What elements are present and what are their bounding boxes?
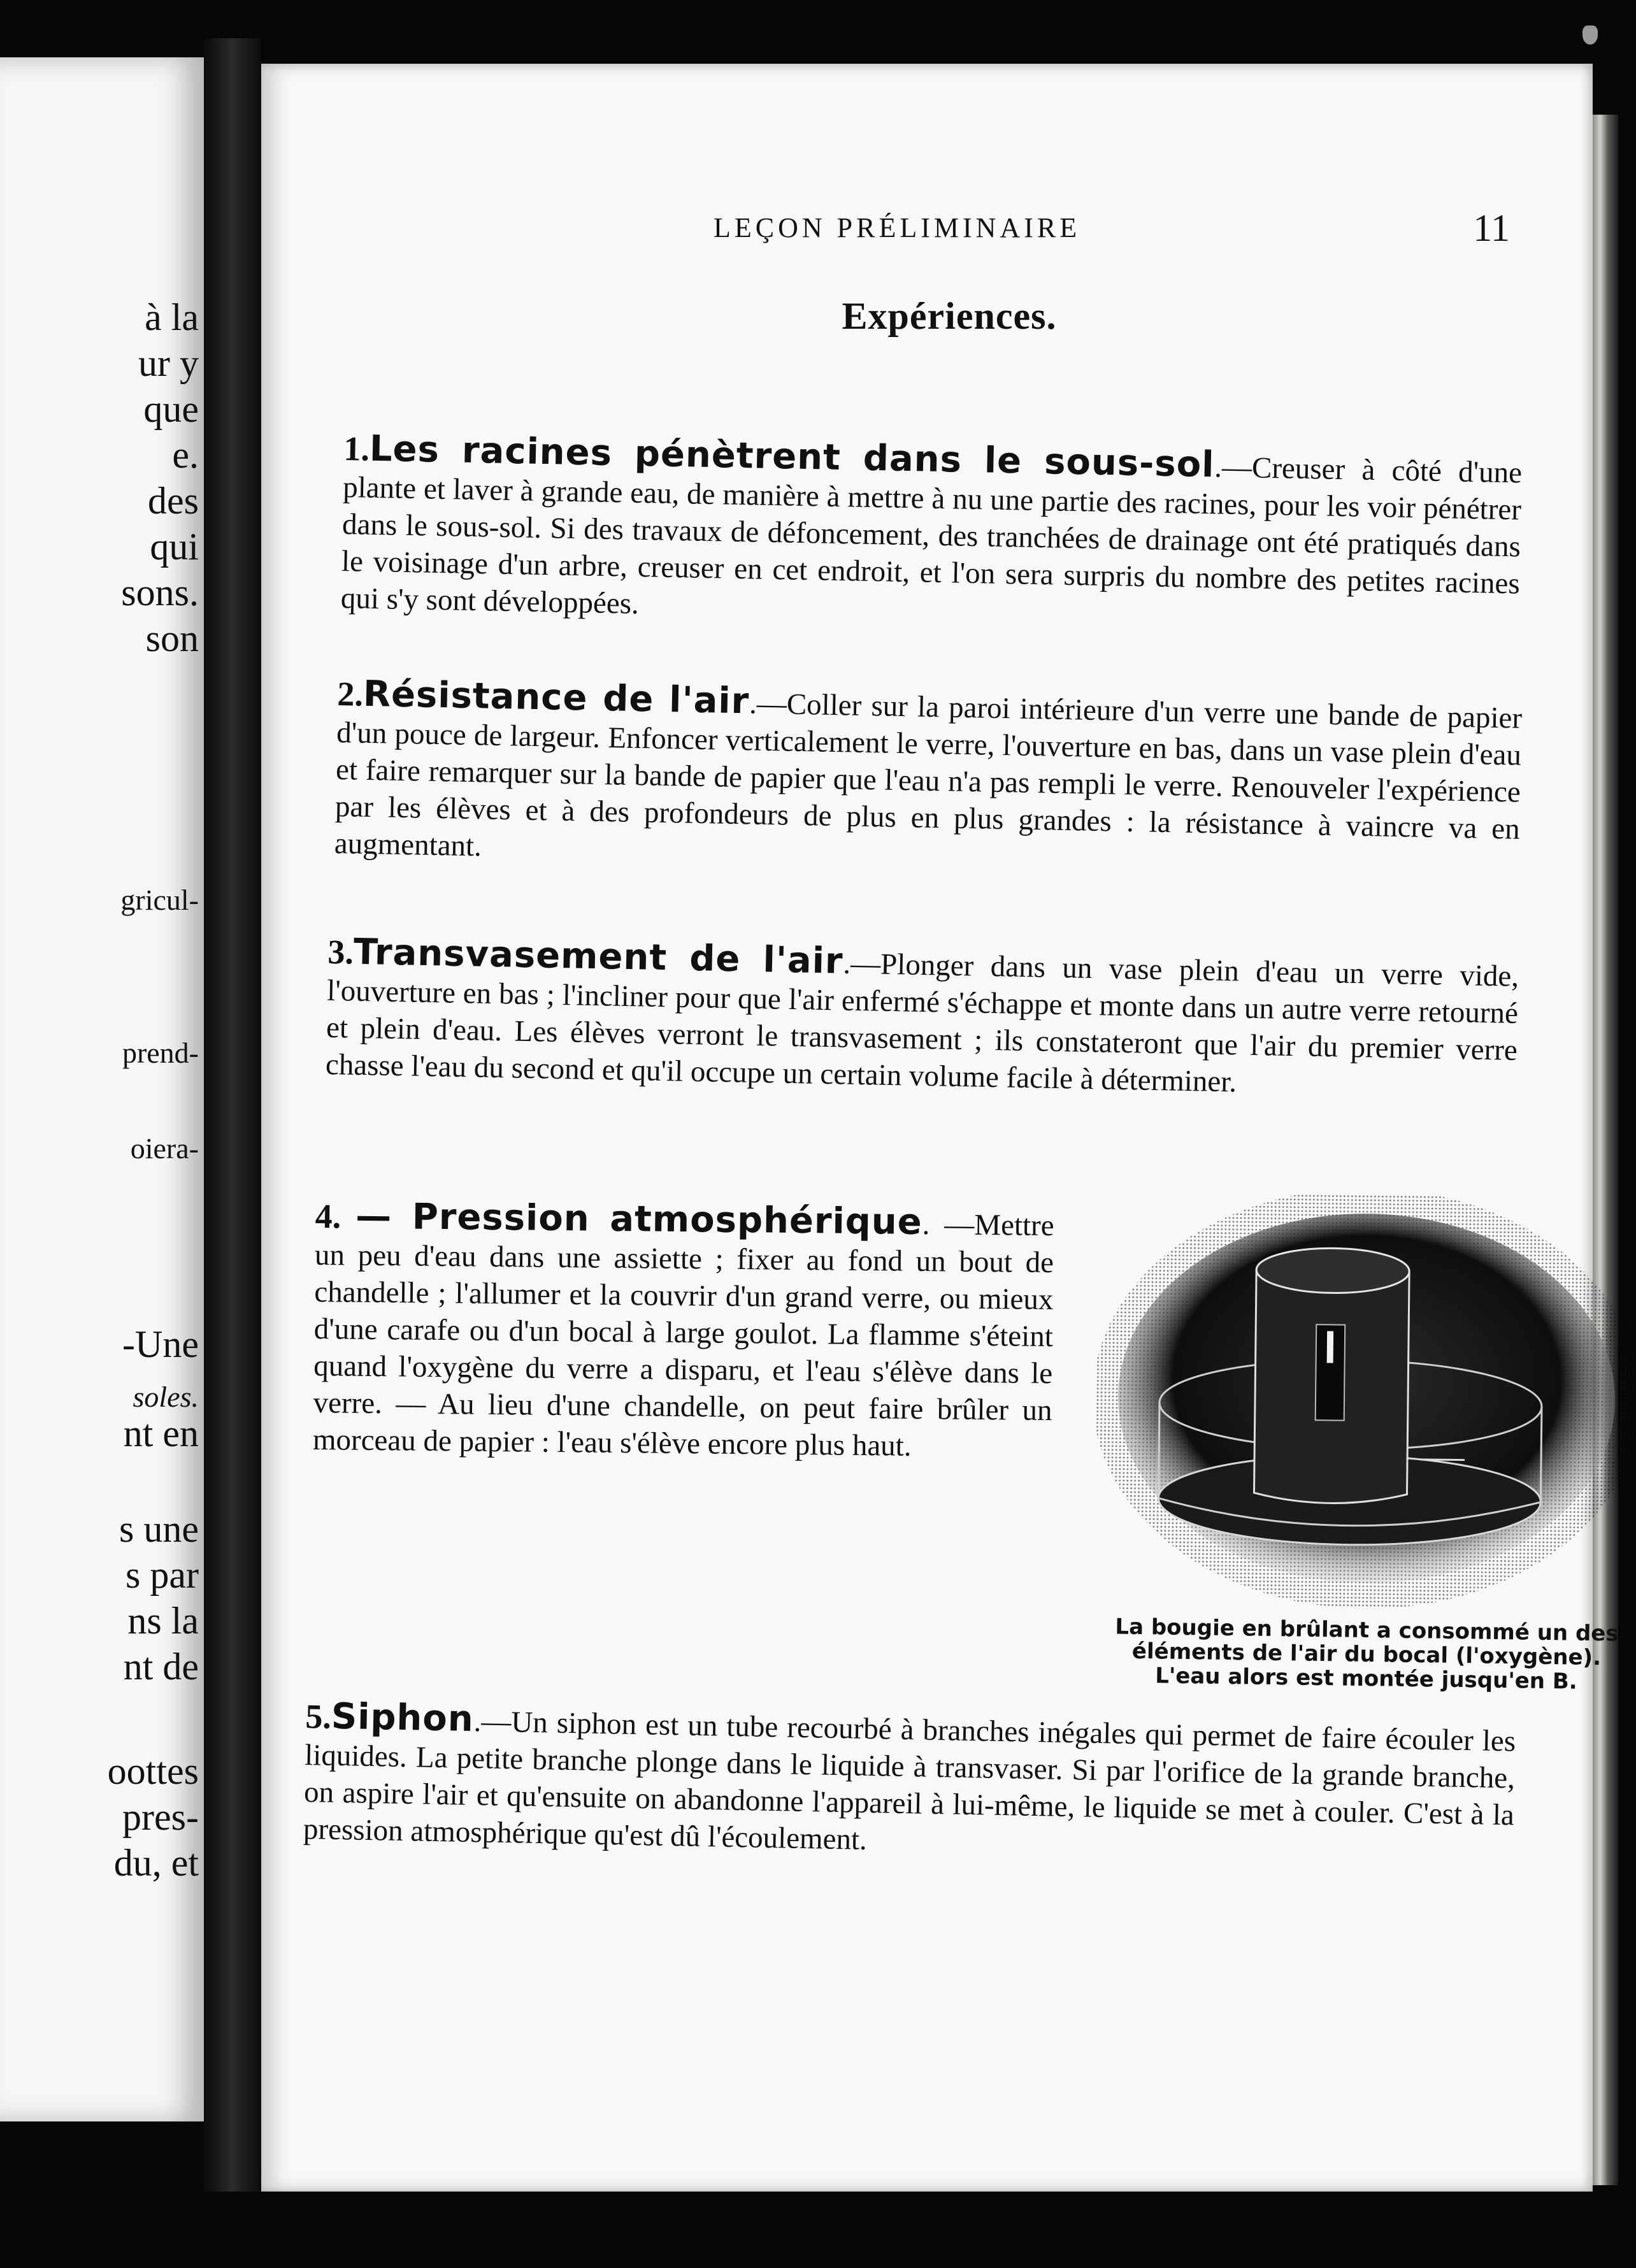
experiment-number: 2.	[336, 675, 364, 714]
left-fragment: s une	[119, 1508, 199, 1550]
caption-line: L'eau alors est montée jusqu'en B.	[1154, 1663, 1577, 1695]
left-fragment: pres-	[122, 1796, 199, 1838]
left-fragment: ur y	[138, 342, 199, 384]
book-page	[261, 64, 1619, 2192]
experiment-number: 1.	[343, 429, 370, 468]
experiment-text: .—Plonger dans un vase plein d'eau un verre vide, l'ouverture en bas ; l'incliner pour que l'air enfermé s'échappe et monte dans un autre verre retourné et plein d'eau. Les élèves verront le transvasement ; ils constateront que l'air du premier verre chasse l'eau du second et qu'il occupe un certain volume facile à déterminer.	[325, 947, 1519, 1099]
left-fragment: oottes	[107, 1750, 199, 1792]
left-fragment: nt en	[123, 1412, 199, 1454]
experiment-heading: Siphon	[331, 1695, 475, 1740]
experiment-heading: — Pression atmosphérique	[355, 1195, 923, 1243]
experiment-2	[334, 675, 1522, 885]
book-binding	[204, 38, 261, 2192]
left-fragment: que	[143, 388, 199, 430]
candle-jar-illustration	[1094, 1192, 1636, 1612]
experiment-heading: Transvasement de l'air	[353, 931, 844, 982]
experiment-5	[303, 1695, 1516, 1870]
experiment-heading: Résistance de l'air	[362, 673, 750, 722]
experiment-4	[312, 1195, 1054, 1466]
previous-page	[0, 57, 204, 2121]
running-head: LEÇON PRÉLIMINAIRE	[714, 212, 1081, 243]
experiment-heading: Les racines pénètrent dans le sous-sol	[369, 427, 1215, 486]
left-fragment: du, et	[113, 1842, 199, 1884]
left-fragment: sons.	[121, 571, 199, 614]
left-fragment: qui	[150, 526, 199, 568]
caption-line: éléments de l'air du bocal (l'oxygène).	[1131, 1638, 1602, 1671]
left-fragment: à la	[145, 296, 199, 338]
experiment-text: .—Creuser à côté d'une plante et laver à grande eau, de manière à mettre à nu une partie des racines, pour les voir pénétrer dans le sous-sol. Si des travaux de défoncement, des tranchées de drainage ont été pratiqués dans le voisinage d'un arbre, creuser en cet endroit, et l'on sera surpris du nombre des petites racines qui s'y sont développées.	[340, 450, 1523, 621]
experiment-3	[325, 933, 1519, 1106]
experiment-text: . —Mettre un peu d'eau dans une assiette ; fixer au fond un bout de chandelle ; l'allumer et la couvrir d'un grand verre, ou mieux d'une carafe ou d'un bocal à large goulot. La flamme s'éteint quand l'oxygène du verre a disparu, et l'eau s'élève dans le verre. — Au lieu d'une chandelle, on peut faire brûler un morceau de papier : l'eau s'élève encore plus haut.	[312, 1207, 1054, 1463]
left-fragment: prend-	[122, 1037, 199, 1069]
left-fragment: oiera-	[130, 1132, 199, 1165]
left-fragment: des	[148, 480, 199, 522]
figure-caption	[1079, 1614, 1636, 1695]
experiment-number: 4.	[315, 1197, 341, 1236]
left-fragment: -Une	[122, 1323, 199, 1365]
left-fragment: s par	[126, 1554, 199, 1596]
left-fragment: soles.	[133, 1381, 199, 1413]
page-number: 11	[1473, 207, 1510, 249]
left-fragment: ns la	[127, 1600, 199, 1642]
section-title: Expériences.	[842, 295, 1057, 337]
experiment-1	[340, 427, 1523, 639]
scan-mark	[1582, 25, 1598, 45]
left-fragment: gricul-	[120, 884, 199, 916]
engraving	[1094, 1192, 1636, 1612]
caption-line: La bougie en brûlant a consommé un des	[1115, 1614, 1619, 1647]
experiment-text: .—Coller sur la paroi intérieure d'un verre une bande de papier d'un pouce de largeur. Enfoncer verticalement le verre, l'ouverture en bas, dans un vase plein d'eau et faire remarquer sur la bande de papier que l'eau n'a pas rempli le verre. Renouveler l'expérience par les élèves et à des profondeurs de plus en plus grandes : la résistance à vaincre va en augmentant.	[334, 687, 1523, 863]
experiment-text: .—Un siphon est un tube recourbé à branches inégales qui permet de faire écouler les liquides. La petite branche plonge dans le liquide à transvaser. Si par l'orifice de la grande branche, on aspire l'air et qu'ensuite on abandonne l'appareil à lui-même, le liquide se met à couler. C'est à la pression atmosphérique qu'est dû l'écoulement.	[303, 1705, 1516, 1856]
experiment-number: 3.	[327, 933, 354, 972]
experiment-number: 5.	[305, 1697, 332, 1736]
left-fragment: e.	[172, 434, 199, 476]
left-fragment: nt de	[123, 1646, 199, 1688]
left-fragment: son	[145, 617, 199, 659]
page-edge	[1593, 115, 1618, 2185]
